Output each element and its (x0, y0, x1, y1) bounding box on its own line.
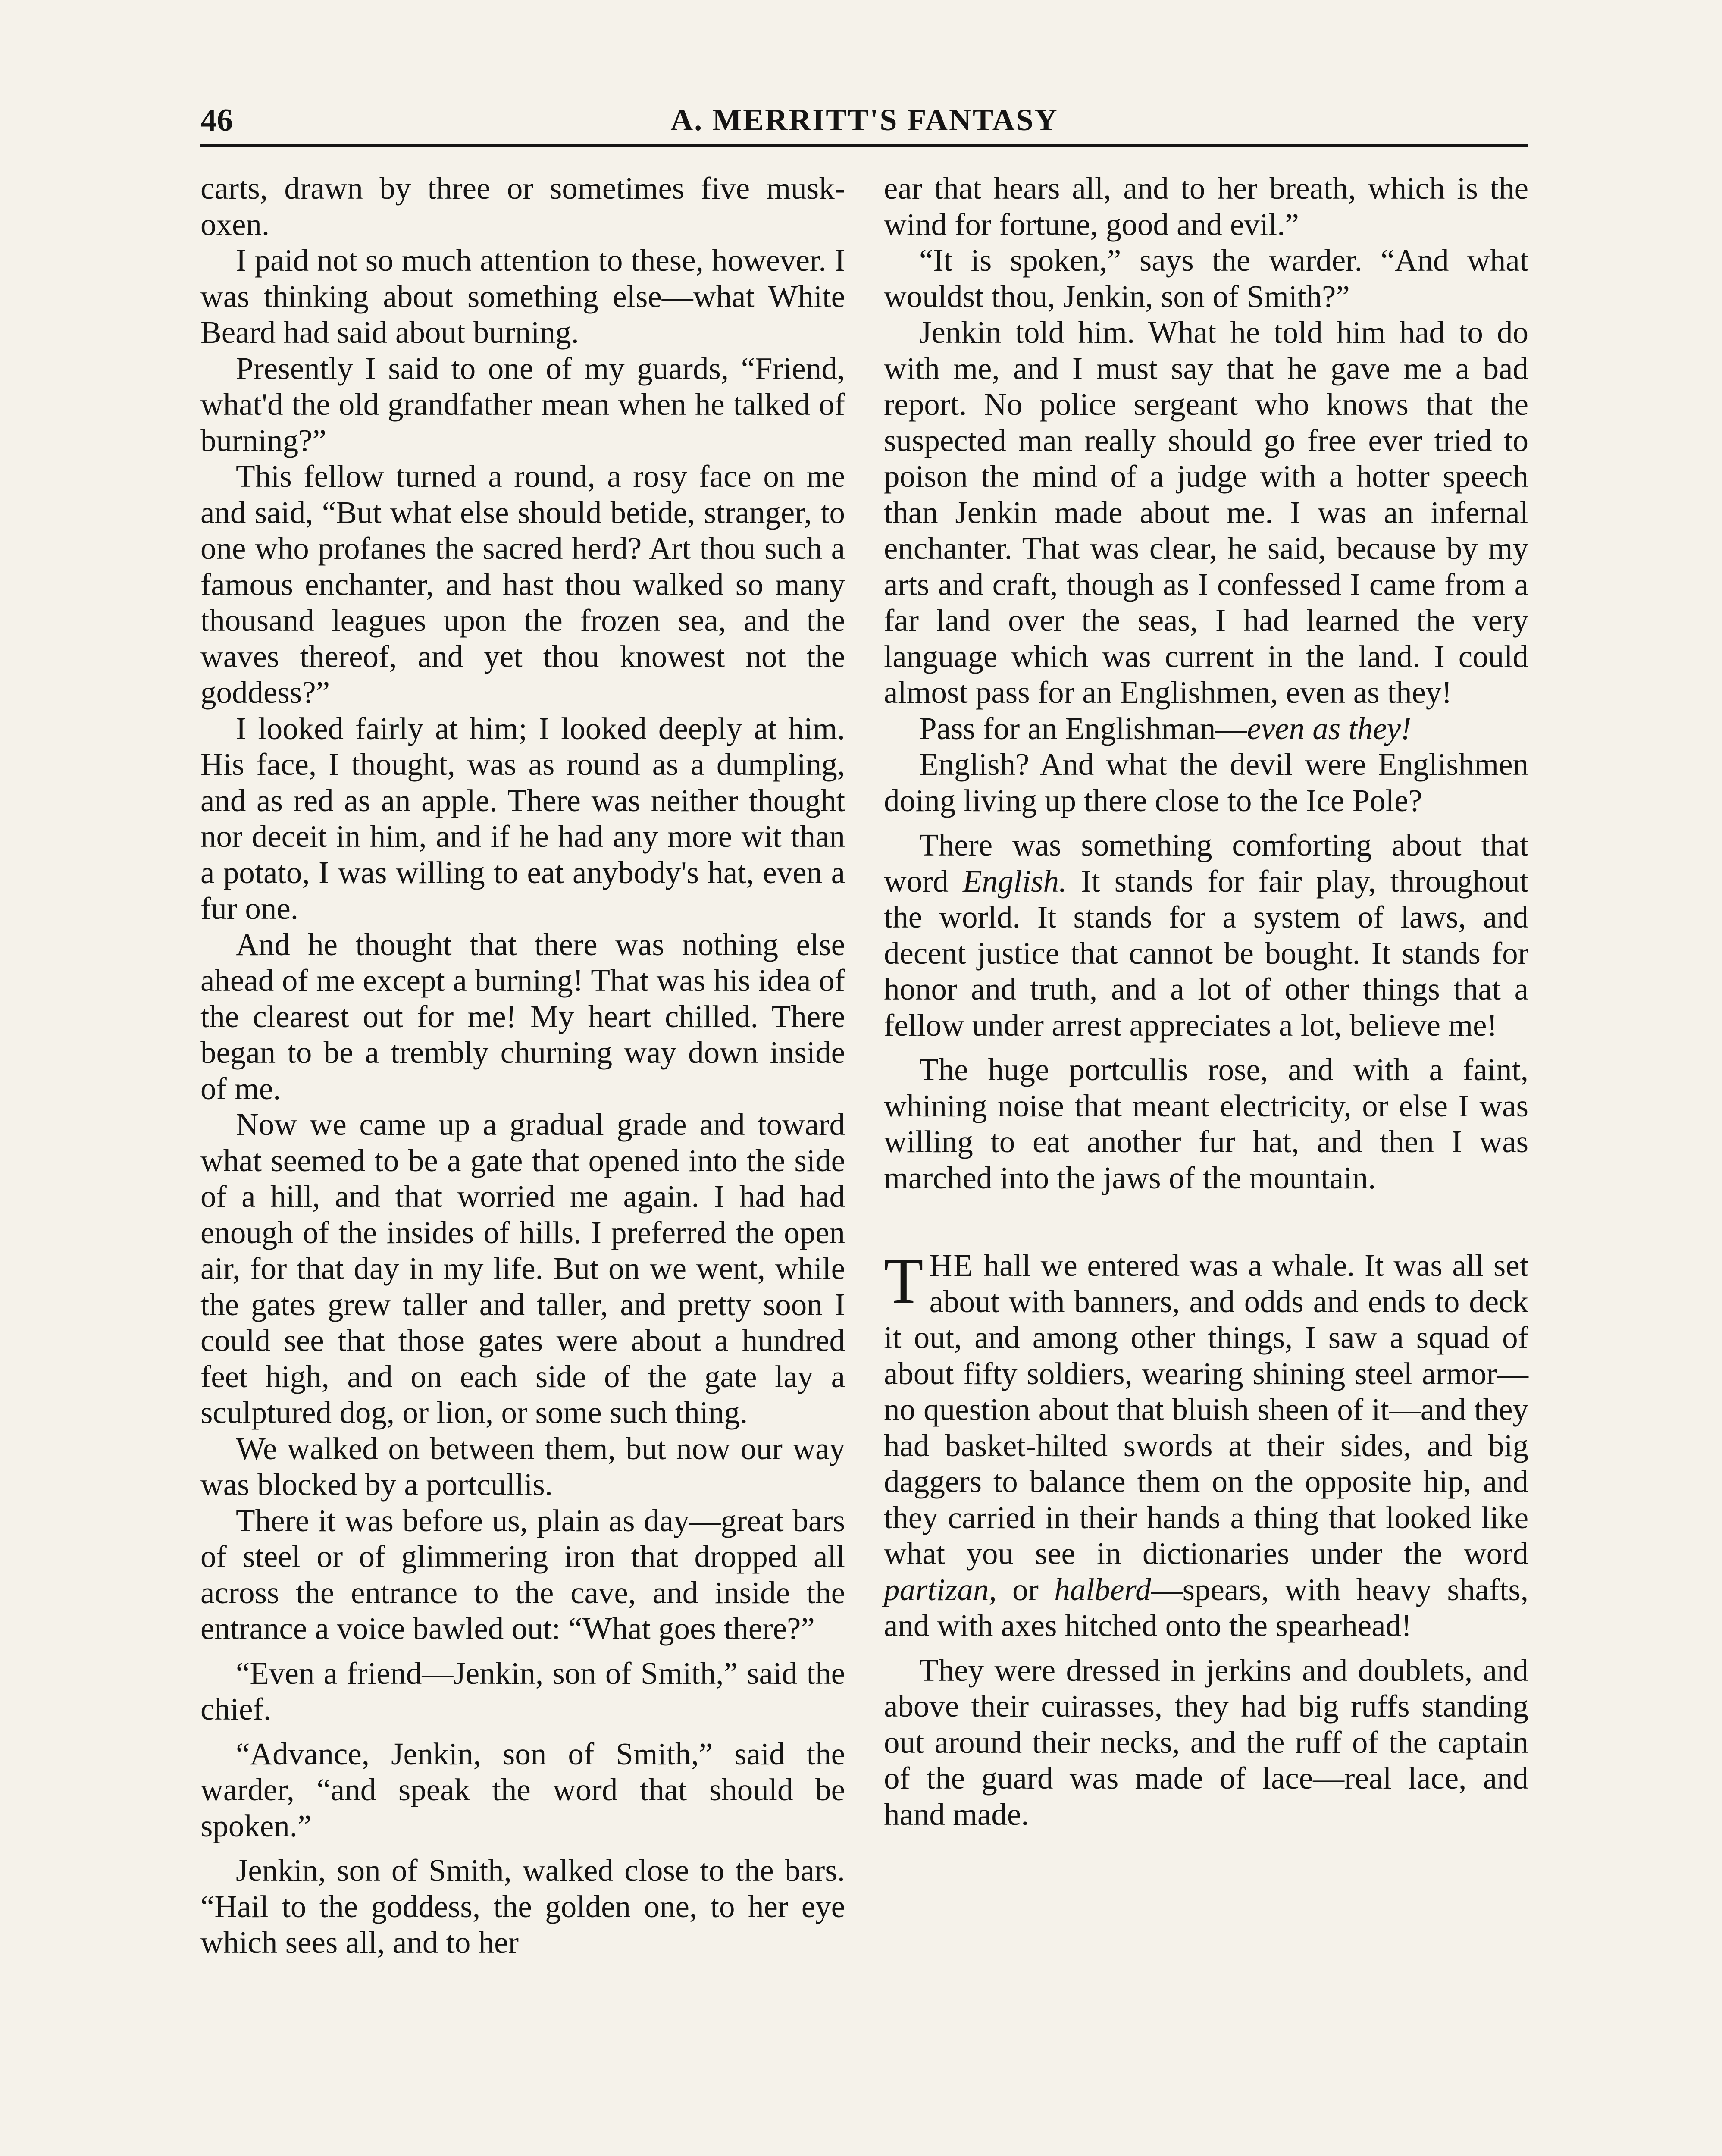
paragraph: “Advance, Jenkin, son of Smith,” said the warder, “and speak the word that should be spoken.” (200, 1736, 845, 1843)
paragraph: There it was before us, plain as day—great bars of steel or of glimmering iron that dropped all across the entrance to the cave, and inside the entrance a voice bawled out: “What goes there?” (200, 1503, 845, 1646)
paragraph: carts, drawn by three or sometimes five musk-oxen. (200, 171, 845, 242)
paragraph-text: It stands for fair play, throughout the world. It stands for a system of laws, and decent justice that cannot be bought. It stands for honor and truth, and a lot of other things that a fellow under arrest appreciates a lot, believe me! (884, 863, 1528, 1043)
lead-letters: HE (929, 1248, 974, 1283)
italic-word: halberd (1054, 1572, 1151, 1607)
running-title: A. MERRITT'S FANTASY (670, 103, 1058, 137)
paragraph-text: Pass for an Englishman— (919, 711, 1247, 746)
paragraph: They were dressed in jerkins and doublets, and above their cuirasses, they had big ruffs standing out around their necks, and the ruff of the captain of the guard was made of lace—real lace, and hand made. (884, 1652, 1528, 1832)
paragraph: I looked fairly at him; I looked deeply at him. His face, I thought, was as round as a dumpling, and as red as an apple. There was neither thought nor deceit in him, and if he had any more wit than a potato, I was willing to eat anybody's hat, even a fur one. (200, 711, 845, 926)
italic-phrase: even as they! (1247, 711, 1412, 746)
paragraph: We walked on between them, but now our way was blocked by a portcullis. (200, 1431, 845, 1502)
paragraph: Presently I said to one of my guards, “Friend, what'd the old grandfather mean when he talked of burning?” (200, 351, 845, 458)
page-number: 46 (200, 103, 233, 138)
paragraph: I paid not so much attention to these, however. I was thinking about something else—what White Beard had said about burning. (200, 243, 845, 350)
paragraph (884, 711, 1528, 747)
header-rule (200, 144, 1528, 147)
paragraph: Jenkin told him. What he told him had to do with me, and I must say that he gave me a bad report. No police sergeant who knows that the suspected man really should go free ever tried to poison the mind of a judge with a hotter speech than Jenkin made about me. I was an infernal enchanter. That was clear, he said, because by my arts and craft, though as I confessed I came from a far land over the seas, I had learned the very language which was current in the land. I could almost pass for an Englishmen, even as they! (884, 315, 1528, 710)
paragraph-text: or (996, 1572, 1055, 1607)
section-break (884, 1196, 1528, 1247)
paragraph: Now we came up a gradual grade and toward what seemed to be a gate that opened into the side of a hill, and that worried me again. I had had enough of the insides of hills. I preferred the open air, for that day in my life. But on we went, while the gates grew taller and taller, and pretty soon I could see that those gates were about a hundred feet high, and on each side of the gate lay a sculptured dog, or lion, or some such thing. (200, 1107, 845, 1430)
paragraph-text: —spears, with heavy shafts, and with axes hitched onto the spearhead! (884, 1572, 1528, 1643)
paragraph (884, 1247, 1528, 1644)
paragraph: “Even a friend—Jenkin, son of Smith,” said the chief. (200, 1655, 845, 1727)
paragraph: English? And what the devil were Englishmen doing living up there close to the Ice Pole? (884, 747, 1528, 818)
page-header (200, 97, 1528, 149)
right-column (884, 170, 1528, 1832)
paragraph: ear that hears all, and to her breath, which is the wind for fortune, good and evil.” (884, 171, 1528, 242)
paragraph: Jenkin, son of Smith, walked close to the bars. “Hail to the goddess, the golden one, to her eye which sees all, and to her (200, 1853, 845, 1960)
drop-cap: T (884, 1245, 924, 1317)
paragraph-text: hall we entered was a whale. It was all set about with banners, and odds and ends to deck it out, and among other things, I saw a squad of about fifty soldiers, wearing shining steel armor—no question about that bluish sheen of it—and they had basket-hilted swords at their sides, and big daggers to balance them on the opposite hip, and they carried in their hands a thing that looked like what you see in dictionaries under the word (884, 1248, 1528, 1571)
paragraph: This fellow turned a round, a rosy face on me and said, “But what else should betide, stranger, to one who profanes the sacred herd? Art thou such a famous enchanter, and hast thou walked so many thousand leagues upon the frozen sea, and the waves thereof, and yet thou knowest not the goddess?” (200, 459, 845, 710)
paragraph: The huge portcullis rose, and with a faint, whining noise that meant electricity, or else I was willing to eat another fur hat, and then I was marched into the jaws of the mountain. (884, 1052, 1528, 1195)
left-column (200, 170, 845, 1961)
italic-word: partizan, (884, 1572, 997, 1607)
paragraph (884, 827, 1528, 1043)
italic-word: English. (962, 863, 1067, 899)
paragraph-text: There was something comforting about that word (884, 827, 1528, 899)
paragraph: “It is spoken,” says the warder. “And what wouldst thou, Jenkin, son of Smith?” (884, 243, 1528, 314)
paragraph: And he thought that there was nothing else ahead of me except a burning! That was his idea of the clearest out for me! My heart chilled. There began to be a trembly churning way down inside of me. (200, 927, 845, 1106)
